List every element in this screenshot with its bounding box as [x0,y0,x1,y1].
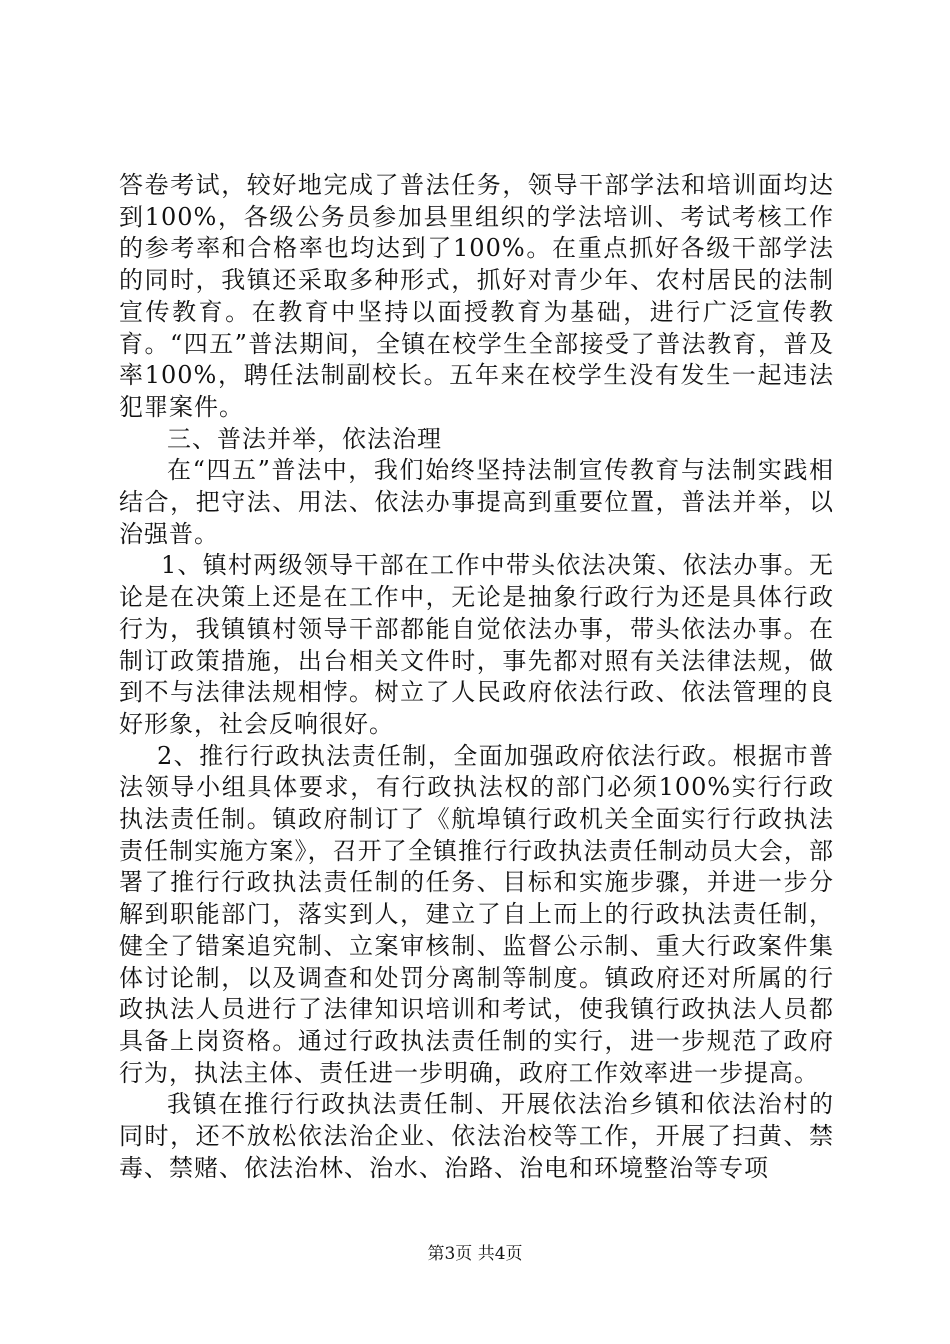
document-body [119,170,834,1185]
paragraph-intro: 在“四五”普法中，我们始终坚持法制宣传教育与法制实践相结合，把守法、用法、依法办事提高到重要位置，普法并举，以治强普。 [119,456,834,548]
page-number-footer: 第3页 共4页 [427,1244,523,1264]
paragraph-closing: 我镇在推行行政执法责任制、开展依法治乡镇和依法治村的同时，还不放松依法治企业、依法治校等工作，开展了扫黄、禁毒、禁赌、依法治林、治水、治路、治电和环境整治等专项 [119,1090,834,1182]
paragraph-continuation: 答卷考试，较好地完成了普法任务，领导干部学法和培训面均达到100%，各级公务员参加县里组织的学法培训、考试考核工作的参考率和合格率也均达到了100%。在重点抓好各级干部学法的同时，我镇还采取多种形式，抓好对青少年、农村居民的法制宣传教育。在教育中坚持以面授教育为基础，进行广泛宣传教育。“四五”普法期间，全镇在校学生全部接受了普法教育，普及率100%，聘任法制副校长。五年来在校学生没有发生一起违法犯罪案件。 [119,171,834,421]
paragraph-item-1: 1、镇村两级领导干部在工作中带头依法决策、依法办事。无论是在决策上还是在工作中，无论是抽象行政行为还是具体行政行为，我镇镇村领导干部都能自觉依法办事，带头依法办事。在制订政策措施，出台相关文件时，事先都对照有关法律法规，做到不与法律法规相悖。树立了人民政府依法行政、依法管理的良好形象，社会反响很好。 [119,551,834,738]
section-heading: 三、普法并举，依法治理 [167,424,442,453]
paragraph-item-2: 2、推行行政执法责任制，全面加强政府依法行政。根据市普法领导小组具体要求，有行政执法权的部门必须100%实行行政执法责任制。镇政府制订了《航埠镇行政机关全面实行行政执法责任制实施方案》，召开了全镇推行行政执法责任制动员大会，部署了推行行政执法责任制的任务、目标和实施步骤，并进一步分解到职能部门，落实到人，建立了自上而上的行政执法责任制，健全了错案追究制、立案审核制、监督公示制、重大行政案件集体讨论制，以及调查和处罚分离制等制度。镇政府还对所属的行政执法人员进行了法律知识培训和考试，使我镇行政执法人员都具备上岗资格。通过行政执法责任制的实行，进一步规范了政府行为，执法主体、责任进一步明确，政府工作效率进一步提高。 [119,741,834,1087]
